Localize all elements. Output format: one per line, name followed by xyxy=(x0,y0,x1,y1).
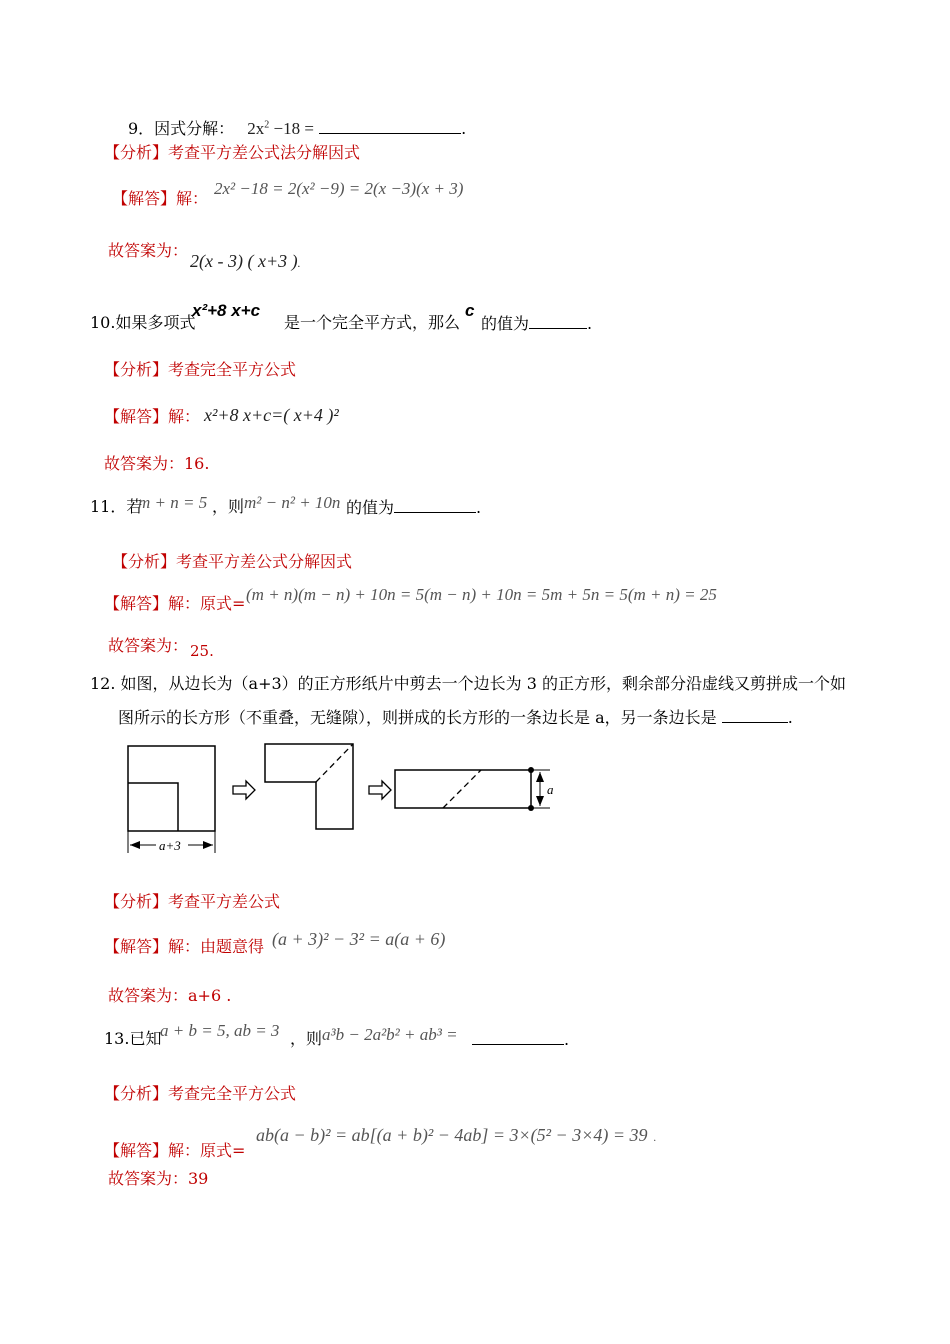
q9-answer-expr: 2(x - 3) ( x+3 ). xyxy=(190,251,301,271)
fig-rectangle xyxy=(395,770,531,808)
q9-solution-label: 【解答】解： xyxy=(112,189,209,208)
fig-rect-dashed xyxy=(443,770,481,808)
q11-expr: m² − n² + 10n xyxy=(244,493,341,512)
q9-prefix: 9．因式分解： xyxy=(128,119,235,138)
q10-poly: x²+8 x+c xyxy=(192,301,261,320)
q9-solution-expr: 2x² −18 = 2(x² −9) = 2(x −3)(x + 3) xyxy=(214,179,464,198)
fig-a-arrow-up xyxy=(536,772,544,782)
q12-solution-expr: (a + 3)² − 3² = a(a + 6) xyxy=(272,929,446,949)
q9-question: 9．因式分解： $2x^2 -18$ = . xyxy=(128,119,467,138)
fig-big-square xyxy=(128,746,215,831)
q13-solution-expr: ab(a − b)² = ab[(a + b)² − 4ab] = 3×(5² − 3×4) = 39 . xyxy=(256,1125,657,1145)
q9-analysis: 【分析】考查平方差公式法分解因式 xyxy=(104,143,361,162)
q11-cond: m + n = 5 xyxy=(138,493,208,512)
fig-arrow-1-icon xyxy=(233,781,255,799)
fig-a-label: a xyxy=(547,782,554,797)
fig-l-dashed xyxy=(316,744,353,782)
q12-answer: 故答案为：a+6 . xyxy=(108,986,232,1005)
q13-cond: a + b = 5, ab = 3 xyxy=(160,1021,280,1040)
q9-answer-label: 故答案为： xyxy=(108,241,189,260)
q10-solution-label: 【解答】解： xyxy=(104,407,201,426)
fig-a-arrow-down xyxy=(536,796,544,806)
q10-tail: 的值为 . xyxy=(481,314,593,333)
q13-analysis: 【分析】考查完全平方公式 xyxy=(104,1084,297,1103)
q11-solution-label: 【解答】解：原式= xyxy=(104,594,246,613)
q10-prefix: 10.如果多项式 xyxy=(90,313,196,332)
q12-line2: 图所示的长方形（不重叠，无缝隙），则拼成的长方形的一条边长是 a，另一条边长是 . xyxy=(118,708,793,727)
q11-solution-expr: (m + n)(m − n) + 10n = 5(m − n) + 10n = 5m + 5n = 5(m + n) = 25 xyxy=(246,585,717,604)
q11-mid: ，则 xyxy=(212,497,245,516)
q11-answer: 25. xyxy=(190,642,214,660)
q11-prefix: 11．若 xyxy=(90,497,143,516)
q12-solution-label: 【解答】解：由题意得 xyxy=(104,937,265,956)
q9-expr: $2x^2 -18$ = xyxy=(247,119,314,138)
q10-mid: 是一个完全平方式，那么 xyxy=(284,313,461,332)
q10-c: c xyxy=(465,301,475,320)
q11-tail: 的值为 . xyxy=(346,498,482,517)
fig-dim-label: a+3 xyxy=(159,838,181,853)
q13-answer: 故答案为：39 xyxy=(108,1169,209,1188)
q13-prefix: 13.已知 xyxy=(104,1029,162,1048)
fig-cut-line xyxy=(128,783,178,831)
q10-analysis: 【分析】考查完全平方公式 xyxy=(104,360,297,379)
q11-answer-label: 故答案为： xyxy=(108,636,189,655)
q10-answer: 故答案为：16. xyxy=(104,454,210,473)
q13-answer-blank[interactable] xyxy=(472,1028,564,1045)
q13-solution-label: 【解答】解：原式= xyxy=(104,1141,246,1160)
q11-analysis: 【分析】考查平方差公式分解因式 xyxy=(112,552,353,571)
q13-expr: a³b − 2a²b² + ab³ = xyxy=(322,1025,458,1044)
fig-arrow-2-icon xyxy=(369,781,391,799)
q12-analysis: 【分析】考查平方差公式 xyxy=(104,892,281,911)
q12-line1: 12. 如图，从边长为（a+3）的正方形纸片中剪去一个边长为 3 的正方形，剩余部分沿虚线又剪拼成一个如 xyxy=(90,674,847,693)
fig-dim-arrow-left xyxy=(130,841,140,849)
q13-mid: ，则 xyxy=(290,1029,323,1048)
q13-blank-wrap: . xyxy=(472,1028,569,1051)
q10-solution-expr: x²+8 x+c=( x+4 )² xyxy=(204,405,339,425)
fig-dim-arrow-right xyxy=(203,841,213,849)
